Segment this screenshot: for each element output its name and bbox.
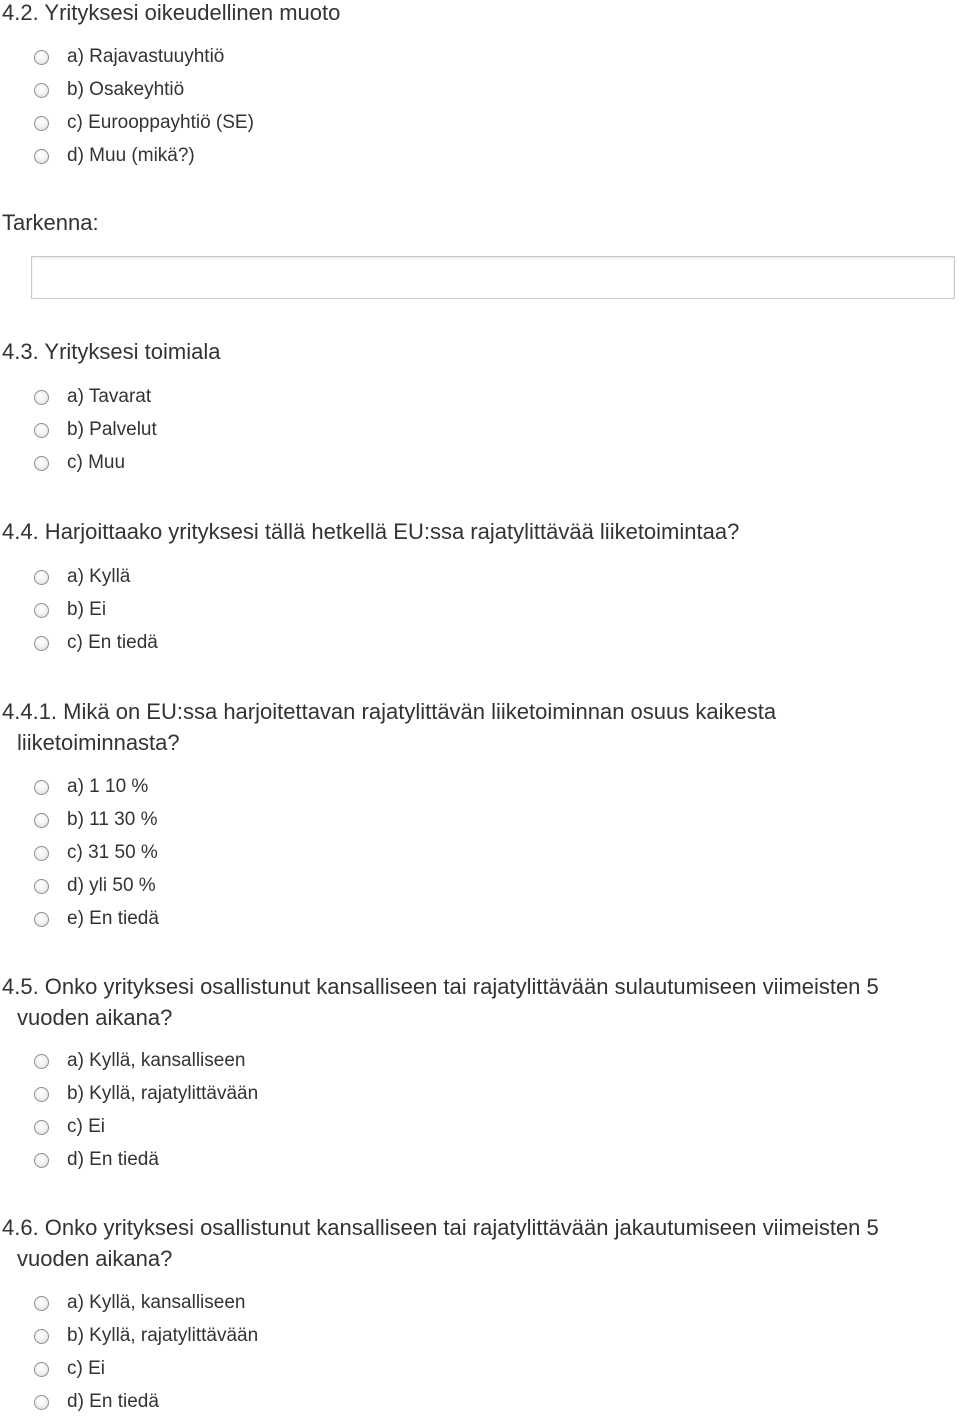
question-4-3-title: 4.3. Yrityksesi toimiala <box>2 339 221 364</box>
question-4-6-title <box>2 1212 879 1274</box>
question-4-4-1-title <box>2 696 776 758</box>
option-label: c) En tiedä <box>67 632 158 653</box>
radio-option[interactable] <box>34 1291 245 1315</box>
option-label: d) En tiedä <box>67 1149 159 1170</box>
radio-option[interactable] <box>34 907 159 931</box>
radio-option[interactable] <box>34 78 184 102</box>
option-label: b) Ei <box>67 599 107 620</box>
option-label: b) Kyllä, rajatylittävään <box>67 1325 259 1346</box>
option-label: c) 31 50 % <box>67 842 158 863</box>
question-title-line: vuoden aikana? <box>17 1246 173 1271</box>
radio-option[interactable] <box>34 1082 258 1106</box>
question-title-line: 4.4.1. Mikä on EU:ssa harjoitettavan rajatylittävän liiketoiminnan osuus kaikesta <box>2 699 777 724</box>
radio-button-icon[interactable] <box>34 879 49 894</box>
option-label: a) Tavarat <box>67 386 152 407</box>
radio-option[interactable] <box>34 565 130 589</box>
radio-button-icon[interactable] <box>34 149 49 164</box>
radio-button-icon[interactable] <box>34 912 49 927</box>
radio-button-icon[interactable] <box>34 1120 49 1135</box>
radio-option[interactable] <box>34 418 157 442</box>
radio-option[interactable] <box>34 874 156 898</box>
option-label: a) Kyllä <box>67 566 131 587</box>
question-4-4-title: 4.4. Harjoittaako yrityksesi tällä hetkellä EU:ssa rajatylittävää liiketoimintaa? <box>2 519 740 544</box>
radio-option[interactable] <box>34 808 157 832</box>
radio-button-icon[interactable] <box>34 456 49 471</box>
question-title-line: liiketoiminnasta? <box>17 730 180 755</box>
option-label: d) yli 50 % <box>67 875 156 896</box>
radio-button-icon[interactable] <box>34 1362 49 1377</box>
radio-button-icon[interactable] <box>34 1395 49 1410</box>
radio-option[interactable] <box>34 111 254 135</box>
radio-button-icon[interactable] <box>34 846 49 861</box>
radio-button-icon[interactable] <box>34 50 49 65</box>
option-label: b) 11 30 % <box>67 809 158 830</box>
option-label: a) Kyllä, kansalliseen <box>67 1292 246 1313</box>
radio-button-icon[interactable] <box>34 1054 49 1069</box>
radio-button-icon[interactable] <box>34 1153 49 1168</box>
radio-option[interactable] <box>34 451 125 475</box>
question-title-line: 4.6. Onko yrityksesi osallistunut kansalliseen tai rajatylittävään jakautumiseen viimeisten 5 <box>2 1215 879 1240</box>
option-label: b) Palvelut <box>67 419 157 440</box>
radio-button-icon[interactable] <box>34 116 49 131</box>
radio-option[interactable] <box>34 841 158 865</box>
radio-option[interactable] <box>34 598 106 622</box>
option-label: d) Muu (mikä?) <box>67 145 195 166</box>
specify-label: Tarkenna: <box>2 210 99 235</box>
radio-button-icon[interactable] <box>34 1329 49 1344</box>
radio-option[interactable] <box>34 385 151 409</box>
radio-option[interactable] <box>34 1115 105 1139</box>
option-label: c) Ei <box>67 1358 105 1379</box>
radio-option[interactable] <box>34 1049 245 1073</box>
radio-button-icon[interactable] <box>34 603 49 618</box>
question-title-line: 4.5. Onko yrityksesi osallistunut kansalliseen tai rajatylittävään sulautumiseen viimeisten 5 <box>2 974 879 999</box>
radio-button-icon[interactable] <box>34 1087 49 1102</box>
radio-button-icon[interactable] <box>34 780 49 795</box>
radio-option[interactable] <box>34 631 158 655</box>
radio-button-icon[interactable] <box>34 390 49 405</box>
question-4-5-title <box>2 971 879 1033</box>
option-label: b) Osakeyhtiö <box>67 79 185 100</box>
radio-button-icon[interactable] <box>34 813 49 828</box>
option-label: a) Kyllä, kansalliseen <box>67 1050 246 1071</box>
radio-button-icon[interactable] <box>34 636 49 651</box>
radio-option[interactable] <box>34 1324 258 1348</box>
option-label: d) En tiedä <box>67 1391 159 1412</box>
question-4-2-title: 4.2. Yrityksesi oikeudellinen muoto <box>2 0 341 25</box>
option-label: a) 1 10 % <box>67 776 149 797</box>
option-label: c) Ei <box>67 1116 105 1137</box>
radio-option[interactable] <box>34 1148 159 1172</box>
radio-button-icon[interactable] <box>34 83 49 98</box>
option-label: a) Rajavastuuyhtiö <box>67 46 225 67</box>
question-title-line: vuoden aikana? <box>17 1005 173 1030</box>
radio-option[interactable] <box>34 1357 105 1381</box>
option-label: c) Muu <box>67 452 126 473</box>
option-label: c) Eurooppayhtiö (SE) <box>67 112 254 133</box>
radio-option[interactable] <box>34 144 195 168</box>
radio-option[interactable] <box>34 1390 159 1414</box>
radio-button-icon[interactable] <box>34 570 49 585</box>
radio-option[interactable] <box>34 775 148 799</box>
option-label: b) Kyllä, rajatylittävään <box>67 1083 259 1104</box>
option-label: e) En tiedä <box>67 908 159 929</box>
radio-button-icon[interactable] <box>34 1296 49 1311</box>
radio-option[interactable] <box>34 45 224 69</box>
radio-button-icon[interactable] <box>34 423 49 438</box>
specify-input[interactable] <box>31 256 955 299</box>
